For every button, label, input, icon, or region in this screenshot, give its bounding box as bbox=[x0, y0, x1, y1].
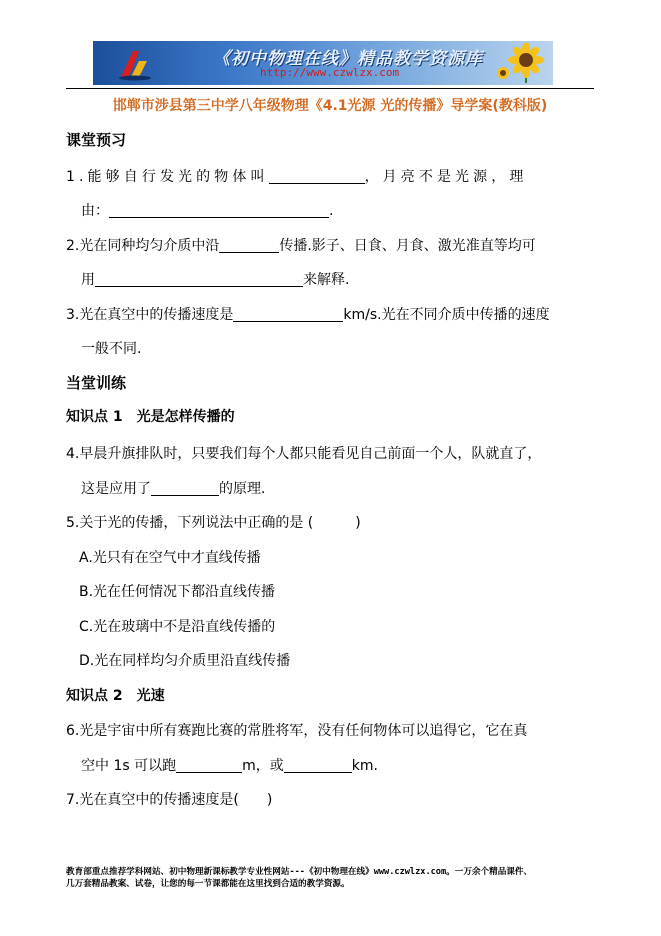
question-7-stem: 7.光在真空中的传播速度是( ) bbox=[66, 792, 273, 808]
q1-text-b: ，月亮不是光源，理 bbox=[364, 169, 528, 185]
q2-text-a: 2.光在同种均匀介质中沿 bbox=[66, 238, 220, 254]
document-title: 邯郸市涉县第三中学八年级物理《4.1光源 光的传播》导学案(教科版) bbox=[112, 98, 548, 114]
q3-text-b: km/s.光在不同介质中传播的速度 bbox=[343, 307, 550, 323]
section-preview-heading: 课堂预习 bbox=[66, 131, 127, 149]
section-training-heading: 当堂训练 bbox=[66, 374, 127, 392]
q1-blank-1[interactable] bbox=[269, 168, 365, 184]
question-3-line-1 bbox=[66, 306, 550, 324]
q1-text-c: 由： bbox=[81, 203, 109, 219]
q2-text-b: 传播.影子、日食、月食、激光准直等均可 bbox=[279, 238, 536, 254]
question-3-line-2: 一般不同. bbox=[81, 341, 142, 357]
question-1-line-2 bbox=[81, 202, 333, 220]
q6-blank-1[interactable] bbox=[176, 757, 242, 773]
q3-text-a: 3.光在真空中的传播速度是 bbox=[66, 307, 234, 323]
q1-blank-2[interactable] bbox=[109, 202, 329, 218]
header-rule bbox=[66, 88, 594, 89]
site-logo-icon bbox=[117, 47, 153, 81]
banner-url: http://www.czwlzx.com bbox=[260, 66, 400, 79]
question-4-line-2 bbox=[81, 480, 265, 498]
question-6-line-1: 6.光是宇宙中所有赛跑比赛的常胜将军，没有任何物体可以追得它，它在真 bbox=[66, 723, 528, 739]
knowledge-point-2-heading: 知识点 2 光速 bbox=[66, 688, 165, 704]
q2-text-d: 来解释. bbox=[303, 272, 350, 288]
sunflower-icon bbox=[495, 43, 549, 83]
question-4-line-1: 4.早晨升旗排队时，只要我们每个人都只能看见自己前面一个人，队就直了， bbox=[66, 446, 542, 462]
q2-blank-1[interactable] bbox=[219, 237, 279, 253]
q4-text-b: 这是应用了 bbox=[81, 481, 151, 497]
q6-blank-2[interactable] bbox=[284, 757, 352, 773]
banner-title: 《初中物理在线》精品教学资源库 bbox=[213, 49, 483, 69]
q6-text-b: 空中 1s 可以跑 bbox=[81, 758, 177, 774]
question-2-line-1 bbox=[66, 237, 536, 255]
q1-text-d: . bbox=[329, 203, 334, 219]
question-1-line-1 bbox=[66, 168, 527, 186]
q3-blank-1[interactable] bbox=[233, 306, 343, 322]
q6-text-c: m，或 bbox=[242, 758, 284, 774]
page-footer bbox=[66, 866, 532, 890]
footer-line-2: 几万套精品教案、试卷，让您的每一节课都能在这里找到合适的教学资源。 bbox=[66, 879, 350, 889]
q5-option-d[interactable]: D.光在同样均匀介质里沿直线传播 bbox=[79, 653, 291, 669]
question-2-line-2 bbox=[81, 271, 349, 289]
q2-text-c: 用 bbox=[81, 272, 95, 288]
q4-blank-1[interactable] bbox=[151, 480, 219, 496]
header-banner bbox=[93, 41, 553, 85]
q6-text-d: km. bbox=[351, 758, 378, 774]
footer-line-1: 教育部重点推荐学科网站、初中物理新课标教学专业性网站---《初中物理在线》www.czwlzx.com。一万余个精品课件、 bbox=[66, 867, 533, 877]
q4-text-c: 的原理. bbox=[219, 481, 266, 497]
knowledge-point-1-heading: 知识点 1 光是怎样传播的 bbox=[66, 409, 235, 425]
q1-text-a: 1.能够自行发光的物体叫 bbox=[66, 169, 269, 185]
q5-option-a[interactable]: A.光只有在空气中才直线传播 bbox=[79, 550, 261, 566]
q2-blank-2[interactable] bbox=[95, 271, 303, 287]
q5-option-c[interactable]: C.光在玻璃中不是沿直线传播的 bbox=[79, 619, 276, 635]
q5-option-b[interactable]: B.光在任何情况下都沿直线传播 bbox=[79, 584, 276, 600]
question-5-stem: 5.关于光的传播，下列说法中正确的是 ( ) bbox=[66, 515, 361, 531]
question-6-line-2 bbox=[81, 757, 378, 775]
